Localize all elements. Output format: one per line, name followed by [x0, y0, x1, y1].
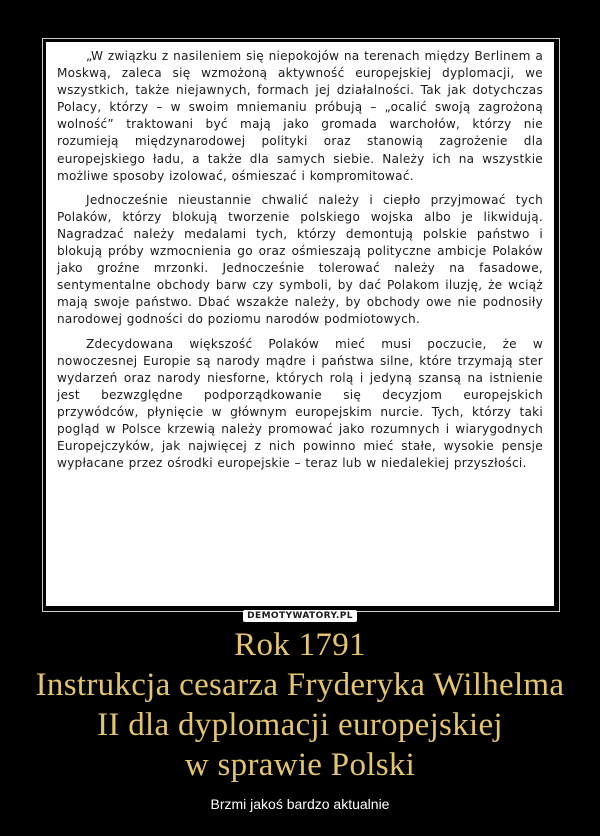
title-line-3: II dla dyplomacji europejskiej — [97, 707, 503, 743]
poster-subtitle: Brzmi jakoś bardzo aktualnie — [210, 796, 390, 812]
quote-paragraph-3: Zdecydowana większość Polaków mieć musi poczucie, że w nowoczesnej Europie są narody mądre i państwa silne, które trzymają ster wydarzeń oraz narody niesforne, których rolą i jedyną szansą na istnienie jest bezwzględne podporządkowanie się decyzjom europejskich przywódców, płynięcie w głównym europejskim nurcie. Tych, którzy taki pogląd w Polsce krzewią należy promować jako rozumnych i wiarygodnych Europejczyków, jak najwięcej z nich powinno mieć stałe, wysokie pensje wypłacane przez ośrodki europejskie – teraz lub w niedalekiej przyszłości. — [57, 336, 543, 471]
quoted-text-image — [46, 42, 554, 606]
quote-paragraph-2: Jednocześnie nieustannie chwalić należy i ciepło przyjmować tych Polaków, którzy blokują tworzenie polskiego wojska albo je likwidują. Nagradzać należy medalami tych, którzy demontują polskie państwo i blokują próby wzmocnienia go oraz ośmieszają polityczne ambicje Polaków jako groźne mrzonki. Jednocześnie tolerować należy na fasadowe, sentymentalne obchody barw czy symboli, by dać Polakom iluzję, że wciąż mają swoje państwo. Dbać wszakże należy, by obchody owe nie podnosiły narodowej godności do poziomu narodów podmiotowych. — [57, 192, 543, 327]
watermark-label: DEMOTYWATORY.PL — [243, 610, 357, 622]
quote-paragraph-1: „W związku z nasileniem się niepokojów na terenach między Berlinem a Moskwą, zaleca się wzmożoną aktywność europejskiej dyplomacji, we wszystkich, także niejawnych, formach jej działalności. Tak jak dotychczas Polacy, którzy – w swoim mniemaniu próbują – „ocalić swoją zagrożoną wolność” traktowani być mają jako gromada warchołów, którzy nie rozumieją międzynarodowej polityki oraz stanowią zagrożenie dla europejskiego ładu, a także dla samych siebie. Należy ich na wszystkie możliwe sposoby izolować, ośmieszać i kompromitować. — [57, 49, 543, 183]
title-line-2: Instrukcja cesarza Fryderyka Wilhelma — [35, 667, 565, 703]
poster-title — [0, 625, 600, 785]
title-line-4: w sprawie Polski — [184, 747, 416, 783]
site-watermark — [0, 610, 600, 622]
title-line-1: Rok 1791 — [234, 627, 366, 663]
